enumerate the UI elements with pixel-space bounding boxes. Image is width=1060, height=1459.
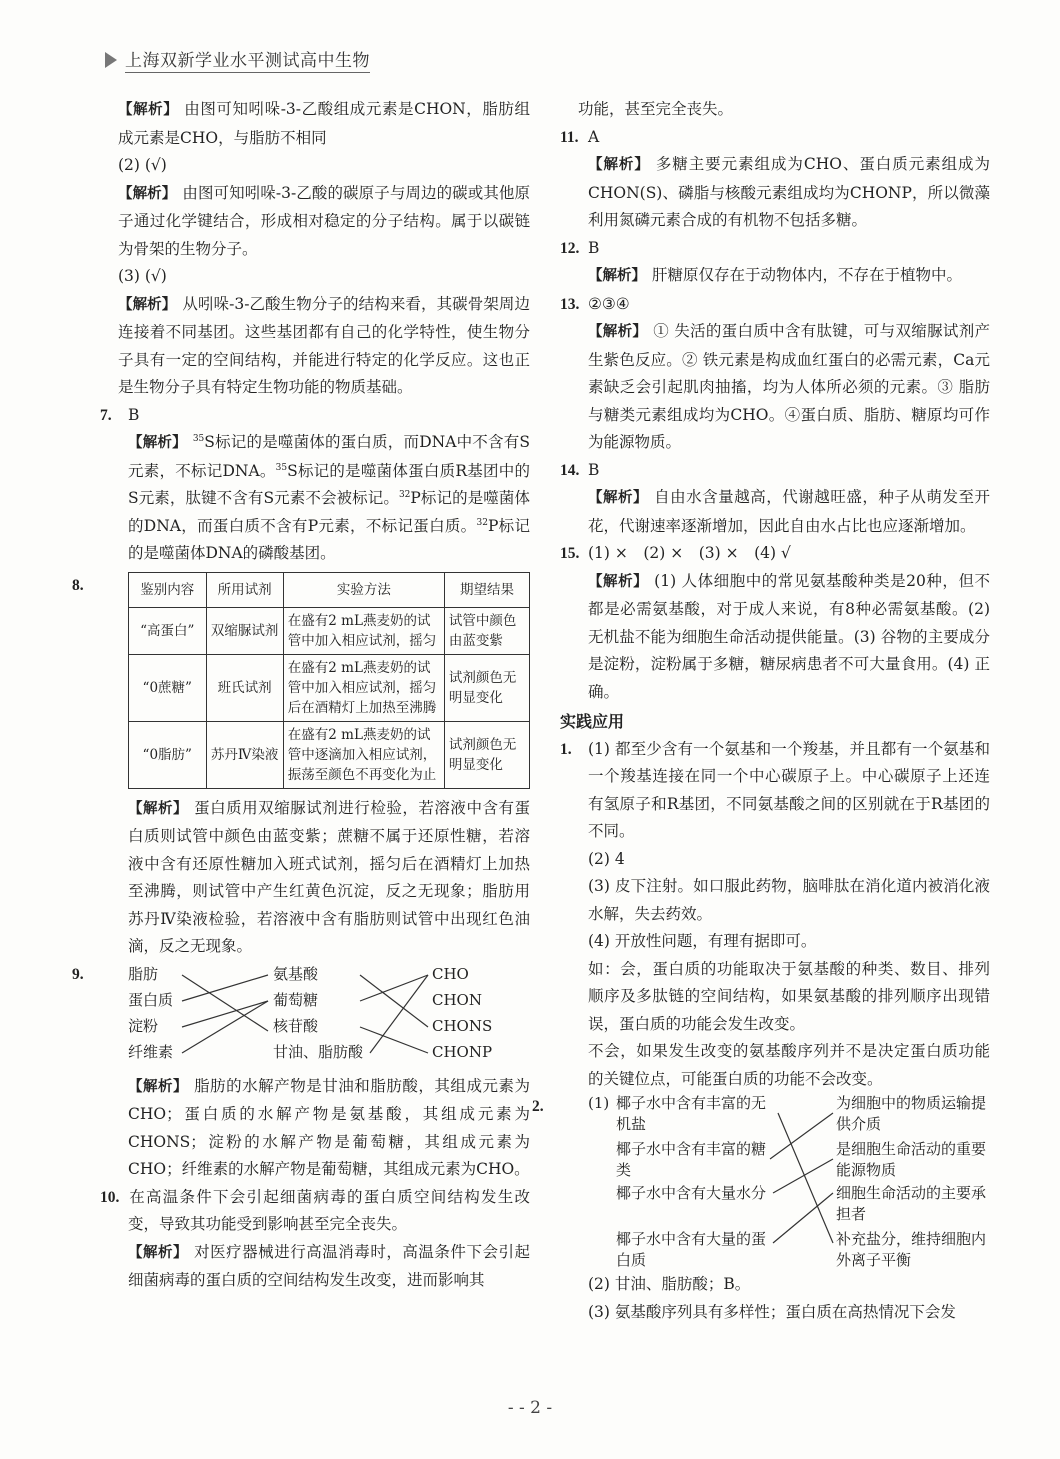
identification-table: [128, 572, 530, 789]
analysis: 【解析】 脂肪的水解产物是甘油和脂肪酸，其组成元素为CHO；蛋白质的水解产物是氨基酸，其组成元素为CHONS；淀粉的水解产物是葡萄糖，其组成元素为CHO；纤维素的水解产物是葡萄糖，其组成元素为CHO。: [128, 1076, 530, 1178]
question-number: 2.: [532, 1098, 544, 1115]
question-10: [100, 1184, 530, 1295]
analysis: 【解析】 蛋白质用双缩脲试剂进行检验，若溶液中含有蛋白质则试管中颜色由蓝变紫；蔗糖不属于还原性糖，若溶液中含有还原性糖加入班式试剂，摇匀后在酒精灯上加热至沸腾，则试管中产生红黄色沉淀，反之无现象；脂肪用苏丹Ⅳ染液检验，若溶液中含有脂肪则试管中出现红色油滴，反之无现象。: [128, 798, 530, 955]
practice-2: 2. (1) 椰子水中含有丰富的无机盐 椰子水中含有丰富的糖类 椰子水中含有大量水分 椰子水中含有大量的蛋白质 为细胞中的物质运输提供介质 是细胞生命活动的重要能源物质 细胞生命活动的主要承担者 补充盐分，维持细胞内外离子平衡 (2) 甘油、脂肪酸；B。 (3) 氨基酸序列具有多样性；蛋白质在高热情况下会发: [560, 1093, 990, 1326]
table-header: 期望结果: [444, 572, 529, 607]
question-number: 12.: [560, 239, 580, 257]
question-13: [560, 291, 990, 457]
question-number: 8.: [72, 576, 84, 594]
answer-6-1-analysis: 【解析】 由图可知吲哚-3-乙酸组成元素是CHON，脂肪组成元素是CHO，与脂肪不相同: [118, 100, 531, 147]
question-number: 14.: [560, 461, 580, 479]
question-15: [560, 540, 990, 706]
page-number: - - 2 -: [507, 1398, 553, 1418]
q9-item: 氨基酸: [273, 964, 319, 983]
q9-item: 核苷酸: [273, 1016, 319, 1035]
table-header: 鉴别内容: [129, 572, 207, 607]
answer: (1) × (2) × (3) × (4) √: [588, 544, 791, 562]
section-title: 实践应用: [560, 712, 625, 731]
matching-diagram: [128, 961, 530, 1073]
analysis: 【解析】 对医疗器械进行高温消毒时，高温条件下会引起细菌病毒的蛋白质的空间结构发生改变，进而影响其: [128, 1242, 530, 1289]
question-9: [72, 961, 530, 1184]
q9-item: CHO: [432, 964, 469, 983]
answer: B: [588, 238, 600, 257]
left-column: [72, 96, 531, 1295]
p2-right-item: 是细胞生命活动的重要能源物质: [836, 1140, 987, 1179]
question-number: 9.: [72, 965, 84, 983]
q9-item: 葡萄糖: [273, 990, 319, 1009]
answer: A: [588, 127, 600, 146]
question-7: [100, 402, 530, 568]
question-8: [72, 572, 530, 961]
answer-6-3-analysis: 【解析】 从吲哚-3-乙酸生物分子的结构来看，其碳骨架周边连接着不同基团。这些基团都有自己的化学特性，使生物分子具有一定的空间结构，并能进行特定的化学反应。这也正是生物分子具有特定生物功能的物质基础。: [118, 294, 531, 396]
question-10-continued: 功能，甚至完全丧失。: [578, 100, 734, 118]
table-row: “0蔗糖” 班氏试剂 在盛有2 mL燕麦奶的试管中加入相应试剂，摇匀后在酒精灯上加热至沸腾 试剂颜色无明显变化: [129, 654, 530, 721]
table-header: 所用试剂: [206, 572, 283, 607]
analysis: 【解析】 肝糖原仅存在于动物体内，不存在于植物中。: [588, 266, 963, 284]
practice-1: 1. (1) 都至少含有一个氨基和一个羧基，并且都有一个氨基和一个羧基连接在同一个中心碳原子上。中心碳原子上还连有氢原子和R基团，不同氨基酸之间的区别就在于R基团的不同。 (2) 4 (3) 皮下注射。如口服此药物，脑啡肽在消化道内被消化液水解，失去药效。 (4) 开放性问题，有理有据即可。 如：会，蛋白质的功能取决于氨基酸的种类、数目、排列顺序及多肽链的空间结构，如果氨基酸的排列顺序出现错误，蛋白质的功能会发生改变。 不会，如果发生改变的氨基酸序列并不是决定蛋白质功能的关键位点，可能蛋白质的功能不会改变。: [560, 736, 990, 1094]
question-number: 11.: [560, 128, 579, 146]
p2-right-item: 为细胞中的物质运输提供介质: [836, 1094, 987, 1133]
answer-6-2-mark: (2) (√): [118, 156, 167, 174]
q9-item: 纤维素: [128, 1042, 174, 1061]
answer: ②③④: [588, 294, 630, 313]
analysis: 【解析】 ① 失活的蛋白质中含有肽键，可与双缩脲试剂产生紫色反应。② 铁元素是构成血红蛋白的必需元素，Ca元素缺乏会引起肌肉抽搐，均为人体所必须的元素。③ 脂肪与糖类元素组成均为CHO。④蛋白质、脂肪、糖原均可作为能源物质。: [588, 322, 990, 451]
question-number: 13.: [560, 295, 580, 313]
p2-left-item: 椰子水中含有大量水分: [616, 1184, 767, 1202]
q9-item: CHON: [432, 990, 482, 1009]
answer-6-3-mark: (3) (√): [118, 267, 167, 285]
table-header: 实验方法: [283, 572, 444, 607]
p2-left-item: 椰子水中含有大量的蛋白质: [616, 1230, 767, 1269]
table-row: “高蛋白” 双缩脲试剂 在盛有2 mL燕麦奶的试管中加入相应试剂，摇匀 试管中颜色由蓝变紫: [129, 607, 530, 654]
question-number: 7.: [100, 406, 112, 424]
q9-item: CHONP: [432, 1042, 493, 1061]
question-14: [560, 457, 990, 541]
q9-item: 脂肪: [128, 964, 159, 983]
p2-right-item: 补充盐分，维持细胞内外离子平衡: [836, 1230, 987, 1269]
p2-left-item: 椰子水中含有丰富的糖类: [616, 1140, 767, 1179]
question-11: [560, 124, 990, 235]
header-title: 上海双新学业水平测试高中生物: [125, 46, 370, 73]
p2-left-item: 椰子水中含有丰富的无机盐: [616, 1094, 767, 1133]
right-column: [532, 96, 991, 1326]
p2-right-item: 细胞生命活动的主要承担者: [836, 1184, 987, 1223]
q9-item: 甘油、脂肪酸: [273, 1042, 364, 1061]
answer: B: [128, 405, 140, 424]
question-number: 1.: [560, 740, 572, 758]
question-number: 15.: [560, 545, 580, 562]
matching-diagram: (1) 椰子水中含有丰富的无机盐 椰子水中含有丰富的糖类 椰子水中含有大量水分 椰子水中含有大量的蛋白质 为细胞中的物质运输提供介质 是细胞生命活动的重要能源物质 细胞生命活动的主要承担者 补充盐分，维持细胞内外离子平衡: [588, 1093, 990, 1271]
page-header: [105, 46, 370, 73]
answer-6-2-analysis: 【解析】 由图可知吲哚-3-乙酸的碳原子与周边的碳或其他原子通过化学键结合，形成相对稳定的分子结构。属于以碳链为骨架的生物分子。: [118, 183, 531, 258]
q9-item: 淀粉: [128, 1016, 159, 1035]
table-row: “0脂肪” 苏丹Ⅳ染液 在盛有2 mL燕麦奶的试管中逐滴加入相应试剂，振荡至颜色不再变化为止 试剂颜色无明显变化: [129, 721, 530, 788]
answer: 在高温条件下会引起细菌病毒的蛋白质空间结构发生改变，导致其功能受到影响甚至完全丧失。: [128, 1187, 530, 1233]
question-number: 10.: [100, 1188, 120, 1206]
q9-item: CHONS: [432, 1016, 493, 1035]
q9-item: 蛋白质: [128, 990, 174, 1009]
analysis: 【解析】 多糖主要元素组成为CHO、蛋白质元素组成为CHON(S)、磷脂与核酸元素组成均为CHONP，所以微藻利用氮磷元素合成的有机物不包括多糖。: [588, 155, 991, 229]
analysis: 【解析】 (1) 人体细胞中的常见氨基酸种类是20种，但不都是必需氨基酸，对于成人来说，有8种必需氨基酸。(2) 无机盐不能为细胞生命活动提供能量。(3) 谷物的主要成分是淀粉，淀粉属于多糖，糖尿病患者不可大量食用。(4) 正确。: [588, 571, 990, 701]
analysis: 【解析】 自由水含量越高，代谢越旺盛，种子从萌发至开花，代谢速率逐渐增加，因此自由水占比也应逐渐增加。: [588, 488, 990, 535]
header-arrow-icon: [105, 52, 117, 68]
question-12: [560, 235, 990, 291]
analysis: 【解析】 $^{35}$S标记的是噬菌体的蛋白质，而DNA中不含有S元素，不标记DNA。$^{35}$S标记的是噬菌体蛋白质R基团中的S元素，肽键不含有S元素不会被标记。$^{32}$P标记的是噬菌体的DNA，而蛋白质不含有P元素，不标记蛋白质。$^{32}$P标记的是噬菌体DNA的磷酸基团。: [128, 433, 531, 562]
answer: B: [588, 460, 600, 479]
